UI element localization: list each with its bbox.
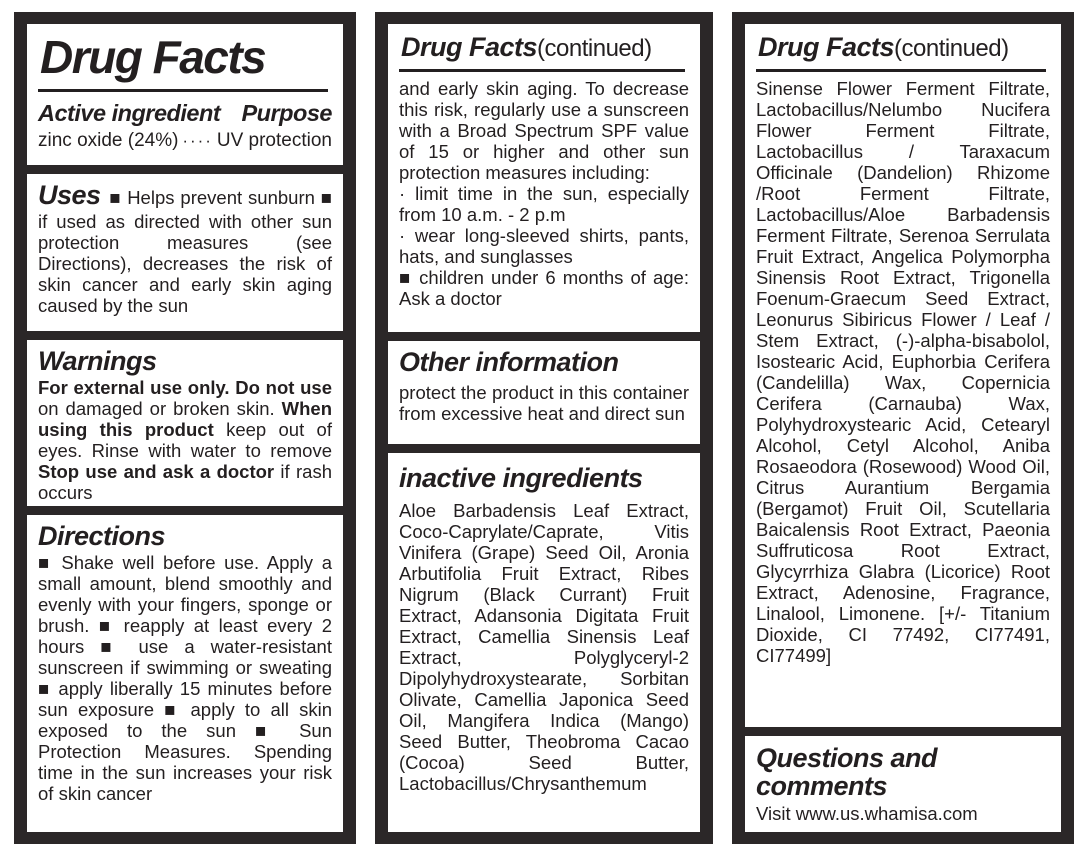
warnings-box [27,340,343,506]
continued-suffix-2: (continued) [894,35,1009,62]
drug-facts-continued-header [399,31,689,69]
drug-facts-header-box [27,24,343,165]
other-information-box [388,341,700,444]
continued-box-2 [745,24,1061,727]
bullet-limit-time: · limit time in the sun, especially from 10 a.m. - 2 p.m [399,183,689,225]
drug-facts-continued-header-2 [756,31,1050,69]
continued-box-1 [388,24,700,332]
panel-2 [375,12,713,844]
questions-heading-line2: comments [756,771,888,801]
directions-paragraph: ■ Shake well before use. Apply a small amount, blend smoothly and evenly with your fingers, sponge or brush. ■ reapply at least every 2 hours ■ use a water-resistant sunscreen if swimming or sweating ■ apply liberally 15 minutes before sun exposure ■ apply to all skin exposed to the sun ■ Sun Protection Measures. Spending time in the sun increases your risk of skin cancer [38,551,332,804]
warnings-when-using: When using this product [38,397,332,440]
uses-body: ■ Helps prevent sunburn ■ if used as directed with other sun protection measures (see Directions), decreases the risk of skin cancer and early skin aging caused by the sun [38,187,332,316]
active-ingredient-heading: Active ingredient [38,100,221,127]
warnings-paragraph [38,377,332,503]
directions-box [27,515,343,832]
warnings-text-3: if rash occurs [38,460,332,503]
warnings-text-1: on damaged or broken skin. [38,397,282,419]
uses-paragraph [38,181,332,316]
continued-title: Drug Facts [401,32,538,62]
purpose-heading: Purpose [241,100,332,127]
inactive-ingredients-paragraph: Aloe Barbadensis Leaf Extract, Coco-Caprylate/Caprate, Vitis Vinifera (Grape) Seed Oil, Aronia Arbutifolia Fruit Extract, Ribes Nigrum (Black Currant) Fruit Extract, Adansonia Digitata Fruit Extract, Camellia Sinensis Leaf Extract, Polyglyceryl-2 Dipolyhydroxystearate, Sorbitan Olivate, Camellia Japonica Seed Oil, Mangifera Indica (Mango) Seed Butter, Theobroma Cacao (Cocoa) Seed Butter, Lactobacillus/Chrysanthemum [399,499,689,794]
bullet-wear-clothing: · wear long-sleeved shirts, pants, hats, and sunglasses [399,225,689,267]
questions-url-text: Visit www.us.whamisa.com [756,803,978,824]
continued-rule-2 [756,69,1046,72]
questions-heading-line1: Questions and [756,743,938,773]
inactive-ingredients-box [388,453,700,832]
directions-heading: Directions [38,521,166,551]
title-rule [38,89,328,92]
warnings-external-use: For external use only. Do not use [38,376,332,398]
warnings-heading: Warnings [38,346,157,376]
other-information-heading: Other information [399,347,619,377]
uses-heading: Uses [38,180,101,210]
uses-continued-paragraph: and early skin aging. To decrease this risk, regularly use a sunscreen with a Broad Spectrum SPF value of 15 or higher and other sun protection measures including: [399,78,689,183]
leader-dots: ···· [182,131,213,151]
warnings-text-2: keep out of eyes. Rinse with water to remove [38,418,332,461]
drug-facts-title: Drug Facts [40,31,266,83]
continued-title-2: Drug Facts [758,32,895,62]
panel-1 [14,12,356,844]
panel-3 [732,12,1074,844]
bullet-children: ■ children under 6 months of age: Ask a doctor [399,267,689,309]
other-information-paragraph: protect the product in this container from excessive heat and direct sun [399,381,689,424]
ingredients-continued-paragraph: Sinense Flower Ferment Filtrate, Lactobacillus/Nelumbo Nucifera Flower Ferment Filtrate, Lactobacillus / Taraxacum Officinale (Dandelion) Rhizome /Root Ferment Filtrate, Lactobacillus/Aloe Barbadensis Ferment Filtrate, Serenoa Serrulata Fruit Extract, Angelica Polymorpha Sinensis Root Extract, Trigonella Foenum-Graecum Seed Extract, Leonurus Sibiricus Flower / Leaf / Stem Extract, (-)-alpha-bisabolol, Isostearic Acid, Euphorbia Cerifera (Candelilla) Wax, Copernicia Cerifera (Carnauba) Wax, Polyhydroxystearic Acid, Cetearyl Alcohol, Cetyl Alcohol, Aniba Rosaeodora (Rosewood) Wood Oil, Citrus Aurantium Bergamia (Bergamot) Fruit Oil, Scutellaria Baicalensis Root Extract, Paeonia Suffruticosa Root Extract, Glycyrrhiza Glabra (Licorice) Root Extract, Adenosine, Fragrance, Linalool, Limonene. [+/- Titanium Dioxide, CI 77492, CI77491, CI77499] [756,78,1050,666]
continued-rule [399,69,685,72]
inactive-ingredients-heading: inactive ingredients [399,463,643,493]
uses-box [27,174,343,331]
purpose-value: UV protection [216,130,332,152]
active-ingredient-value: zinc oxide (24%) [38,130,179,152]
warnings-stop-use: Stop use and ask a doctor [38,460,275,482]
continued-suffix: (continued) [537,35,652,62]
questions-comments-box [745,736,1061,832]
